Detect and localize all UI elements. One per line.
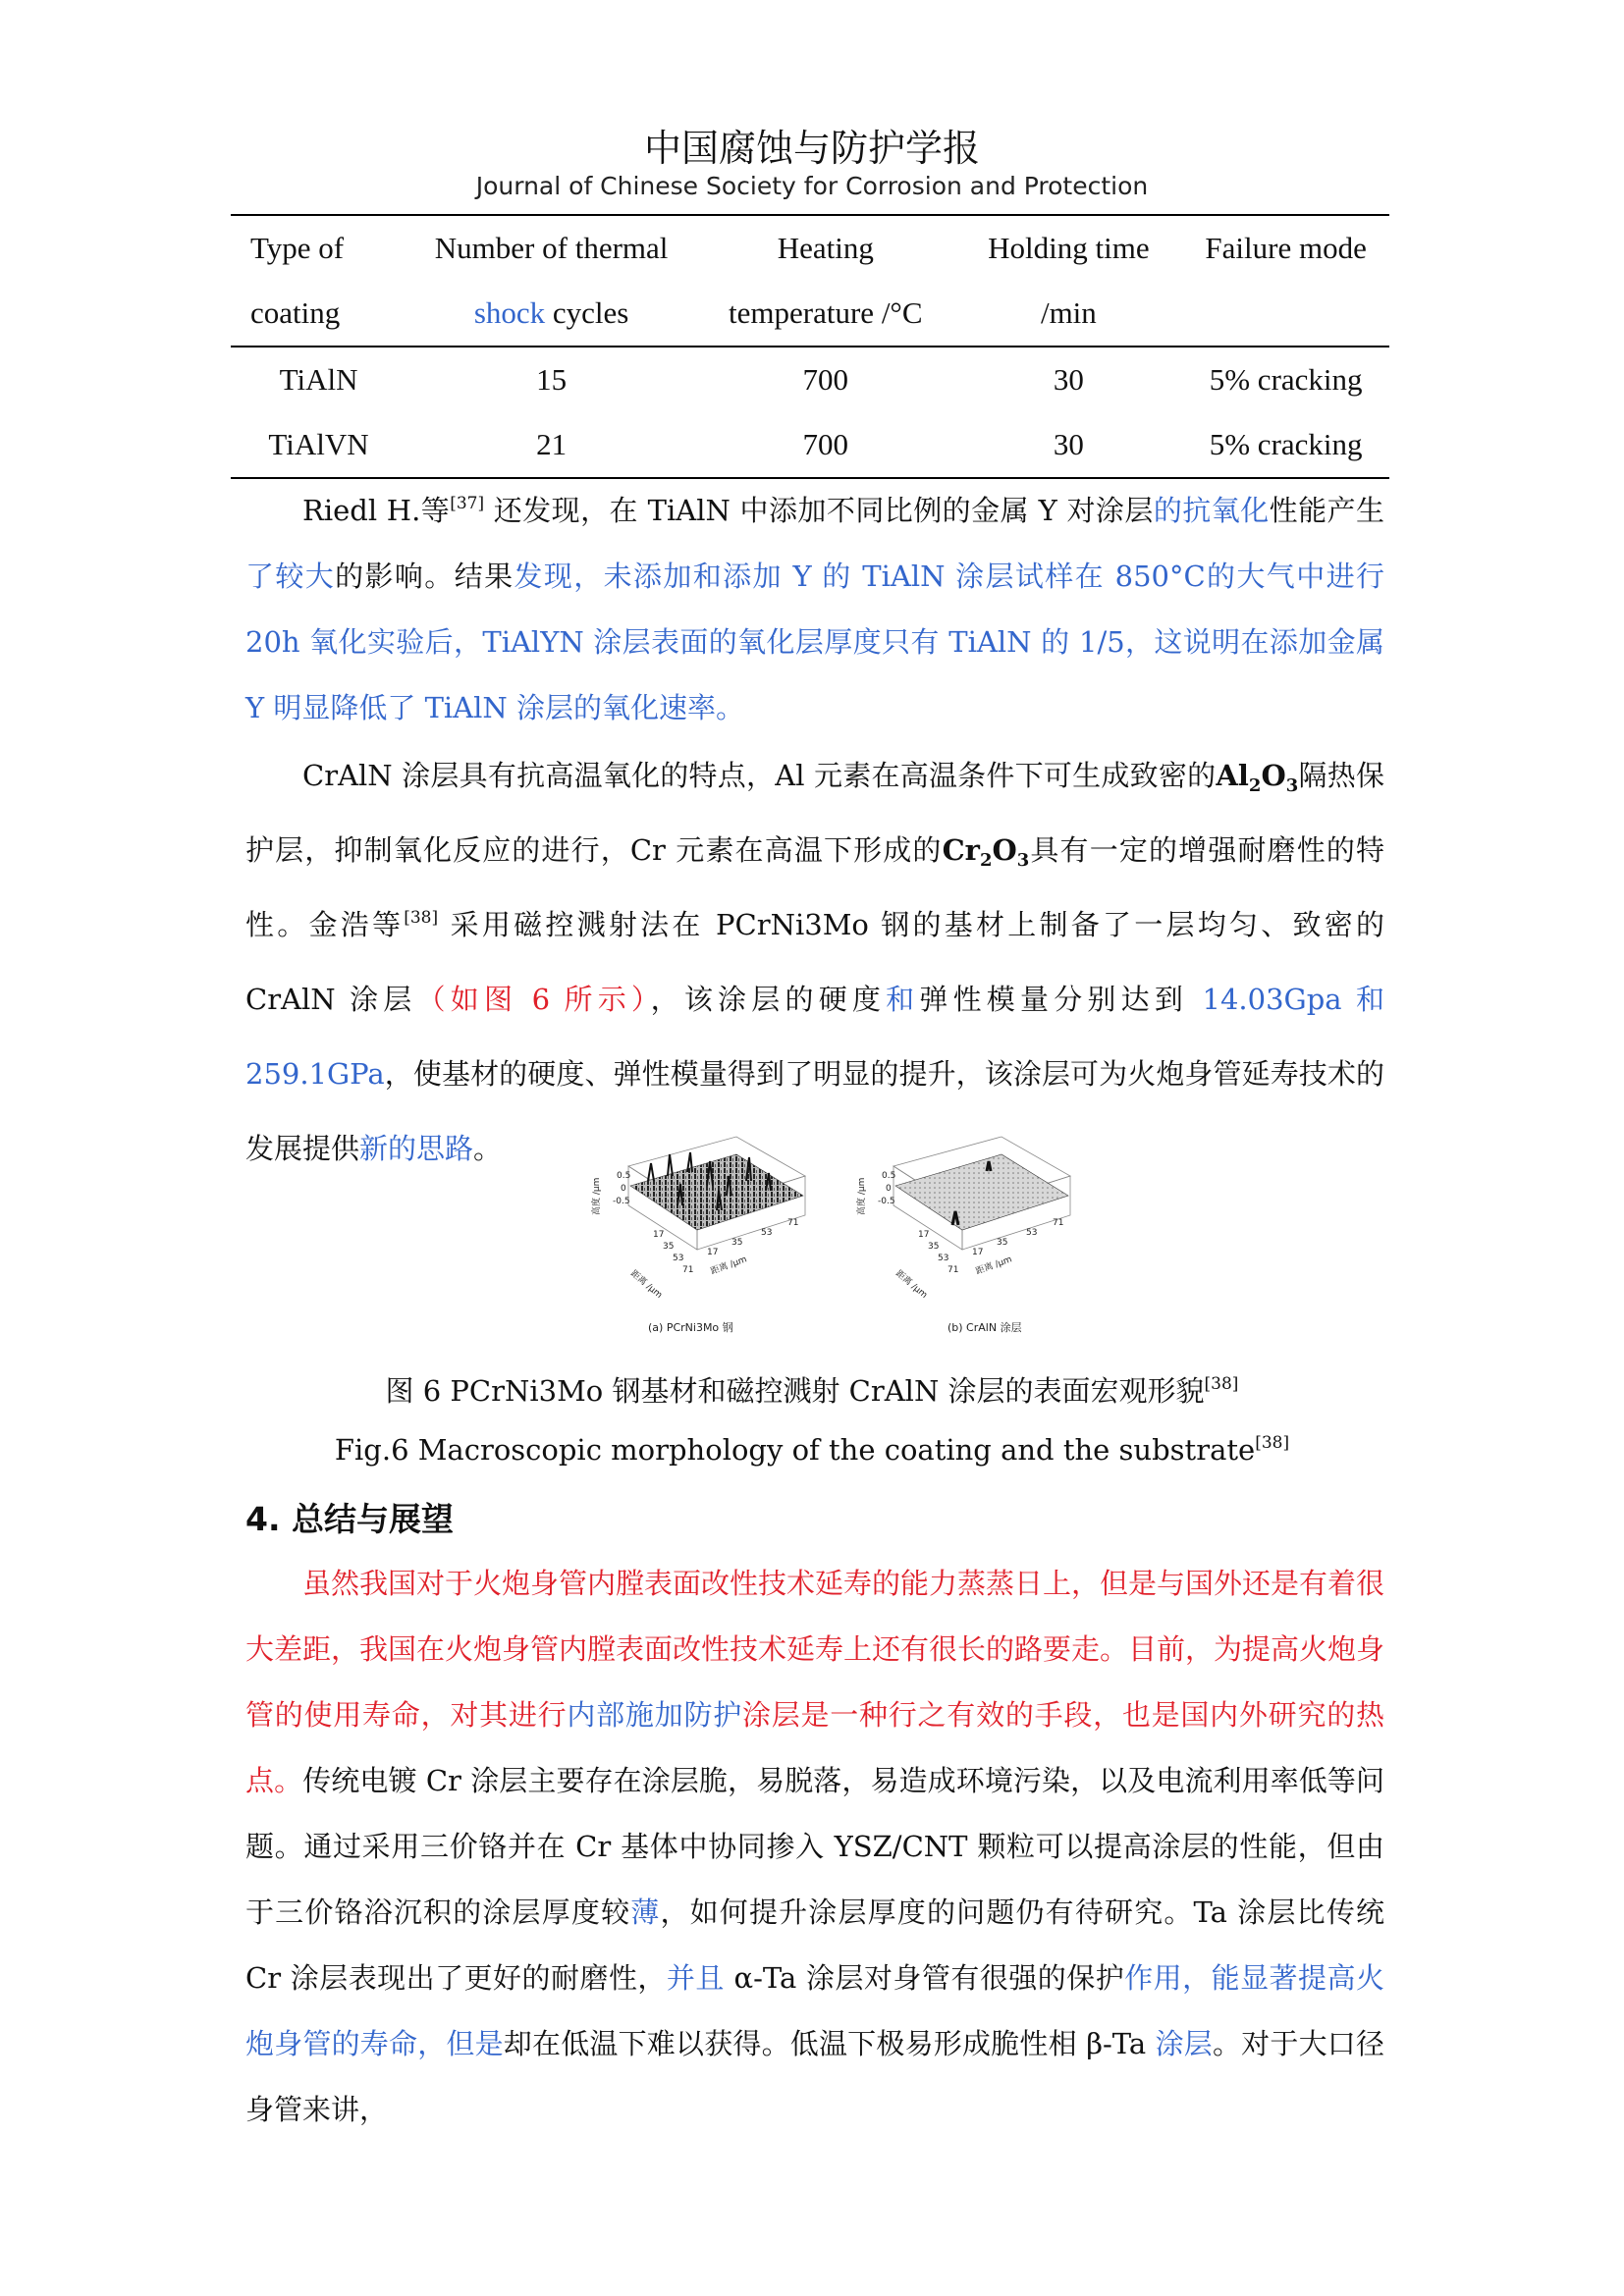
table-cell: 30	[954, 412, 1182, 478]
journal-title-en: Journal of Chinese Society for Corrosion and Protection	[475, 172, 1149, 200]
z-tick-a-3: -0.5	[613, 1197, 630, 1206]
table-cell: 21	[406, 412, 696, 478]
y-axis-label-a: 距离 /μm	[628, 1268, 664, 1301]
x-tick-b-2: 35	[997, 1238, 1008, 1248]
paragraph-cralN: CrAlN 涂层具有抗高温氧化的特点，Al 元素在高温条件下可生成致密的$Al_2O_3$隔热保护层，抑制氧化反应的进行，Cr 元素在高温下形成的$Cr_2O_3$具有一定的增强耐磨性的特性。金浩等[38] 采用磁控溅射法在 PCrNi3Mo 钢的基材上制备了一层均匀、致密的 CrAlN 涂层（如图 6 所示），该涂层的硬度和弹性模量分别达到 14.03Gpa 和 259.1GPa，使基材的硬度、弹性模量得到了明显的提升，该涂层可为火炮身管延寿技术的发展提供新的思路。	[245, 759, 1384, 1165]
paragraph-riedl: Riedl H.等[37] 还发现，在 TiAlN 中添加不同比例的金属 Y 对涂层的抗氧化性能产生了较大的影响。结果发现，未添加和添加 Y 的 TiAlN 涂层试样在 850°C的大气中进行 20h 氧化实验后，TiAlYN 涂层表面的氧化层厚度只有 TiAlN 的 1/5，这说明在添加金属 Y 明显降低了 TiAlN 涂层的氧化速率。	[245, 494, 1384, 724]
x-tick-b-3: 53	[1026, 1228, 1038, 1238]
paragraph-summary: 虽然我国对于火炮身管内膛表面改性技术延寿的能力蒸蒸日上，但是与国外还是有着很大差距，我国在火炮身管内膛表面改性技术延寿上还有很长的路要走。目前，为提高火炮身管的使用寿命，对其进行内部施加防护涂层是一种行之有效的手段，也是国内外研究的热点。传统电镀 Cr 涂层主要存在涂层脆，易脱落，易造成环境污染，以及电流利用率低等问题。通过采用三价铬并在 Cr 基体中协同掺入 YSZ/CNT 颗粒可以提高涂层的性能，但由于三价铬浴沉积的涂层厚度较薄，如何提升涂层厚度的问题仍有待研究。Ta 涂层比传统 Cr 涂层表现出了更好的耐磨性，并且 α-Ta 涂层对身管有很强的保护作用，能显著提高火炮身管的寿命，但是却在低温下难以获得。低温下极易形成脆性相 β-Ta 涂层。对于大口径身管来讲，	[245, 1567, 1385, 2126]
table-cell: 5% cracking	[1182, 412, 1389, 478]
col-header-failure-line2	[1182, 281, 1389, 347]
subfigure-b-label: (b) CrAlN 涂层	[947, 1321, 1022, 1334]
x-tick-b-4: 71	[1053, 1218, 1064, 1228]
y-axis-label-b: 距离 /μm	[893, 1268, 929, 1301]
figure-caption-cn: 图 6 PCrNi3Mo 钢基材和磁控溅射 CrAlN 涂层的表面宏观形貌[38]	[385, 1374, 1239, 1408]
col-header-type-line2: coating	[231, 281, 406, 347]
journal-title-cn: 中国腐蚀与防护学报	[643, 127, 980, 170]
thermal-shock-table	[231, 214, 1389, 479]
y-tick-b-3: 53	[938, 1254, 949, 1263]
x-tick-a-3: 53	[761, 1228, 773, 1238]
col-header-cycles-line2	[406, 281, 696, 347]
y-tick-b-1: 17	[918, 1230, 930, 1240]
z-axis-label-b: 高度 /μm	[857, 1177, 867, 1215]
z-tick-b-1: 0.5	[882, 1171, 896, 1181]
y-tick-a-1: 17	[653, 1230, 665, 1240]
z-axis-label-a: 高度 /μm	[592, 1177, 602, 1215]
col-header-temp-line2: temperature /°C	[696, 281, 954, 347]
chem-cr2o3: $Cr_2O_3$	[942, 833, 1030, 871]
citation-38: [38]	[404, 908, 439, 928]
table-cell: 5% cracking	[1209, 362, 1363, 397]
z-tick-b-3: -0.5	[878, 1197, 895, 1206]
x-axis-label-b: 距离 /μm	[974, 1255, 1014, 1277]
citation-37: [37]	[450, 494, 485, 513]
table-row	[231, 347, 1389, 412]
x-tick-a-2: 35	[731, 1238, 743, 1248]
subfigure-a-label: (a) PCrNi3Mo 钢	[648, 1321, 733, 1334]
shock-word: shock	[473, 295, 546, 330]
z-tick-b-2: 0	[886, 1184, 892, 1194]
x-tick-b-1: 17	[972, 1248, 984, 1257]
table-cell: TiAlVN	[231, 412, 406, 478]
cycles-word: cycles	[545, 295, 629, 330]
table-row	[231, 412, 1389, 478]
x-axis-label-a: 距离 /μm	[709, 1255, 749, 1277]
surface-plots-image	[569, 1127, 1100, 1343]
section-heading: 4. 总结与展望	[245, 1500, 454, 1538]
y-tick-b-2: 35	[928, 1242, 940, 1252]
table-cell: 15	[536, 362, 568, 397]
z-tick-a-1: 0.5	[617, 1171, 631, 1181]
table-cell: 30	[1053, 362, 1084, 397]
z-tick-a-2: 0	[621, 1184, 626, 1194]
y-tick-a-3: 53	[673, 1254, 684, 1263]
col-header-cycles: Number of thermal	[406, 215, 696, 281]
y-tick-a-2: 35	[663, 1242, 675, 1252]
col-header-type: Type of	[231, 215, 406, 281]
table-cell: 700	[802, 362, 849, 397]
col-header-temp: Heating	[696, 215, 954, 281]
figure-6	[569, 1127, 1100, 1343]
table-cell: 700	[696, 412, 954, 478]
col-header-holding-line2: /min	[954, 281, 1182, 347]
col-header-holding: Holding time	[954, 215, 1182, 281]
figure-reference: （如图 6 所示）	[416, 983, 651, 1016]
y-tick-a-4: 71	[682, 1265, 694, 1275]
chem-al2o3: $Al_2O_3$	[1216, 759, 1299, 796]
figure-caption-en: Fig.6 Macroscopic morphology of the coating and the substrate[38]	[334, 1433, 1290, 1467]
y-tick-b-4: 71	[947, 1265, 959, 1275]
x-tick-a-1: 17	[707, 1248, 719, 1257]
table-cell: TiAlN	[279, 362, 358, 397]
x-tick-a-4: 71	[787, 1218, 799, 1228]
col-header-failure: Failure mode	[1182, 215, 1389, 281]
